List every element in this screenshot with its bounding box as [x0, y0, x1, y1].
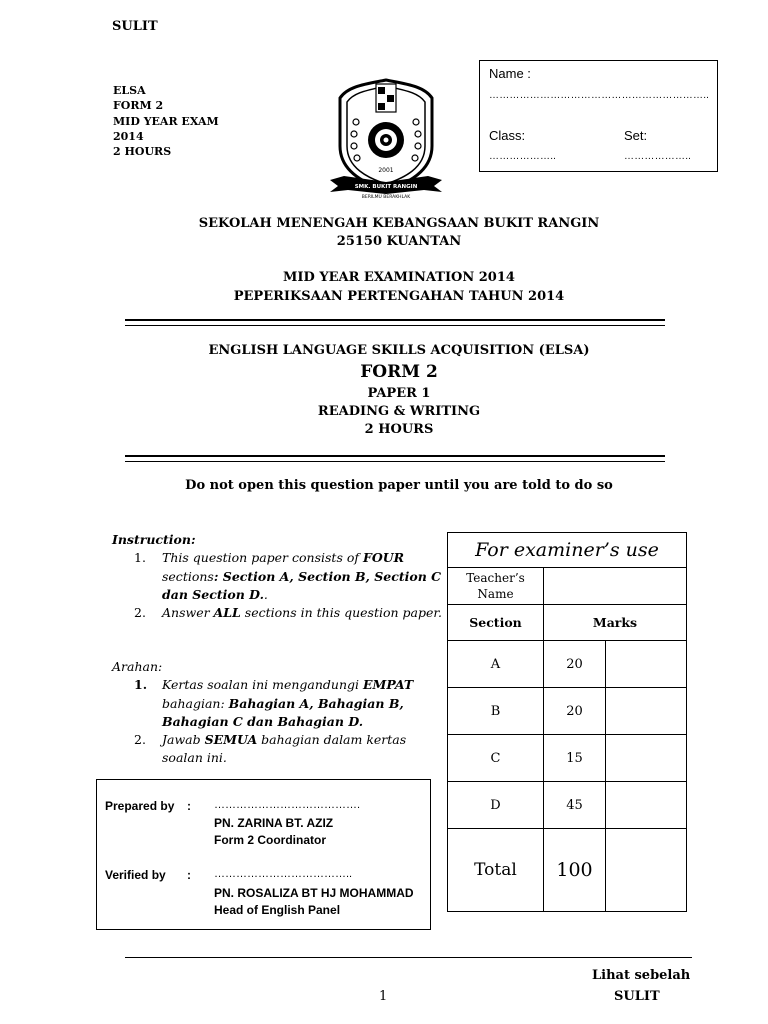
- prepared-role: Form 2 Coordinator: [214, 833, 327, 847]
- instruction-emphasis: ALL: [213, 605, 241, 621]
- school-crest-logo: [326, 76, 446, 200]
- instruction-item-1: [112, 549, 442, 604]
- arahan-heading: Arahan:: [112, 659, 163, 674]
- exam-title-ms: PEPERIKSAAN PERTENGAHAN TAHUN 2014: [233, 289, 565, 304]
- page-number: 1: [379, 989, 388, 1004]
- prepared-name: PN. ZARINA BT. AZIZ: [214, 816, 334, 830]
- meta-line: 2014: [113, 129, 144, 143]
- score-cell[interactable]: [606, 782, 687, 829]
- teacher-name-label: Teacher’s Name: [448, 568, 544, 605]
- class-field[interactable]: ………………..: [489, 151, 557, 162]
- instruction-text: Answer: [162, 605, 214, 621]
- form-title: FORM 2: [360, 362, 438, 382]
- examiner-use-table: [447, 532, 687, 912]
- max-marks-cell: 20: [544, 641, 606, 688]
- prepared-verified-box: [96, 779, 431, 930]
- colon: :: [187, 799, 191, 813]
- crest-motto: BERILMU BERAKHLAK: [361, 195, 411, 200]
- table-row: [448, 688, 687, 735]
- verified-by-label: Verified by: [105, 868, 166, 882]
- instruction-emphasis: : Section A, Section B, Section C dan Section D.: [162, 568, 442, 602]
- prepared-signature-line: ………………………………….: [214, 799, 361, 811]
- instruction-text: sections in this question paper.: [240, 605, 442, 621]
- arahan-block: [112, 658, 442, 768]
- footer-divider: [125, 957, 692, 958]
- arahan-item-1: [112, 676, 442, 731]
- name-label: Name :: [489, 66, 531, 81]
- item-number: 1.: [134, 550, 146, 566]
- candidate-info-box: [479, 60, 718, 172]
- item-number: 2.: [134, 605, 146, 621]
- arahan-emphasis: SEMUA: [204, 732, 258, 748]
- arahan-item-2: [112, 731, 442, 768]
- section-cell: D: [448, 782, 544, 829]
- arahan-text: bahagian dalam kertas soalan ini.: [162, 732, 407, 766]
- double-divider-top: [125, 319, 665, 326]
- teacher-name-cell[interactable]: [544, 568, 687, 605]
- score-cell[interactable]: [606, 735, 687, 782]
- instruction-block: [112, 531, 442, 622]
- arahan-text: Kertas soalan ini mengandungi: [162, 677, 364, 693]
- subject-title: ENGLISH LANGUAGE SKILLS ACQUISITION (ELSA): [208, 343, 590, 358]
- school-address: 25150 KUANTAN: [336, 234, 462, 249]
- verified-signature-line: ………………………………..: [214, 868, 353, 880]
- arahan-emphasis: EMPAT: [363, 677, 414, 693]
- score-cell[interactable]: [606, 688, 687, 735]
- section-cell: B: [448, 688, 544, 735]
- paper-duration: 2 HOURS: [364, 422, 434, 437]
- section-header: Section: [448, 605, 544, 641]
- meta-line: ELSA: [113, 84, 146, 97]
- sulit-label-bottom: SULIT: [614, 989, 660, 1004]
- item-number: 2.: [134, 732, 146, 748]
- instruction-item-2: [112, 604, 442, 622]
- crest-ribbon-text: SMK. BUKIT RANGIN: [354, 184, 418, 190]
- verified-role: Head of English Panel: [214, 903, 341, 917]
- sulit-label-top: SULIT: [112, 19, 158, 34]
- total-row: [448, 829, 687, 912]
- set-label: Set:: [624, 128, 648, 143]
- meta-line: MID YEAR EXAM: [113, 114, 219, 128]
- instruction-text: This question paper consists of: [162, 550, 363, 566]
- class-label: Class:: [489, 128, 526, 143]
- section-cell: A: [448, 641, 544, 688]
- instruction-emphasis: FOUR: [362, 550, 405, 566]
- marks-header: Marks: [544, 605, 687, 641]
- prepared-by-label: Prepared by: [105, 799, 175, 813]
- table-row: [448, 782, 687, 829]
- total-label: Total: [448, 829, 544, 912]
- set-field[interactable]: ………………..: [624, 151, 692, 162]
- max-marks-cell: 45: [544, 782, 606, 829]
- meta-line: FORM 2: [113, 99, 164, 113]
- verified-name: PN. ROSALIZA BT HJ MOHAMMAD: [214, 886, 414, 900]
- turn-over-label: Lihat sebelah: [592, 968, 691, 983]
- examiner-table-title: For examiner’s use: [448, 533, 687, 568]
- table-row: [448, 641, 687, 688]
- max-marks-cell: 15: [544, 735, 606, 782]
- total-max-marks: 100: [544, 829, 606, 912]
- section-cell: C: [448, 735, 544, 782]
- double-divider-bottom: [125, 455, 665, 462]
- arahan-emphasis: Bahagian A, Bahagian B, Bahagian C dan Bahagian D.: [162, 695, 404, 729]
- meta-line: 2 HOURS: [113, 145, 172, 159]
- school-name: SEKOLAH MENENGAH KEBANGSAAN BUKIT RANGIN: [198, 216, 600, 231]
- arahan-text: bahagian:: [162, 695, 229, 711]
- max-marks-cell: 20: [544, 688, 606, 735]
- colon: :: [187, 868, 191, 882]
- exam-meta: [113, 83, 219, 159]
- name-field[interactable]: ………………………………………………………..: [489, 90, 710, 101]
- crest-year: 2001: [378, 167, 394, 174]
- table-row: [448, 735, 687, 782]
- arahan-text: Jawab: [162, 732, 205, 748]
- instruction-text: .: [263, 586, 268, 602]
- exam-title-en: MID YEAR EXAMINATION 2014: [283, 270, 515, 285]
- score-cell[interactable]: [606, 641, 687, 688]
- item-number: 1.: [134, 677, 148, 693]
- total-score-cell[interactable]: [606, 829, 687, 912]
- instruction-text: sections: [162, 568, 214, 584]
- paper-skills: READING & WRITING: [317, 404, 481, 419]
- do-not-open-notice: Do not open this question paper until you are told to do so: [185, 478, 613, 493]
- instruction-heading: Instruction:: [112, 532, 196, 547]
- paper-number: PAPER 1: [367, 386, 431, 401]
